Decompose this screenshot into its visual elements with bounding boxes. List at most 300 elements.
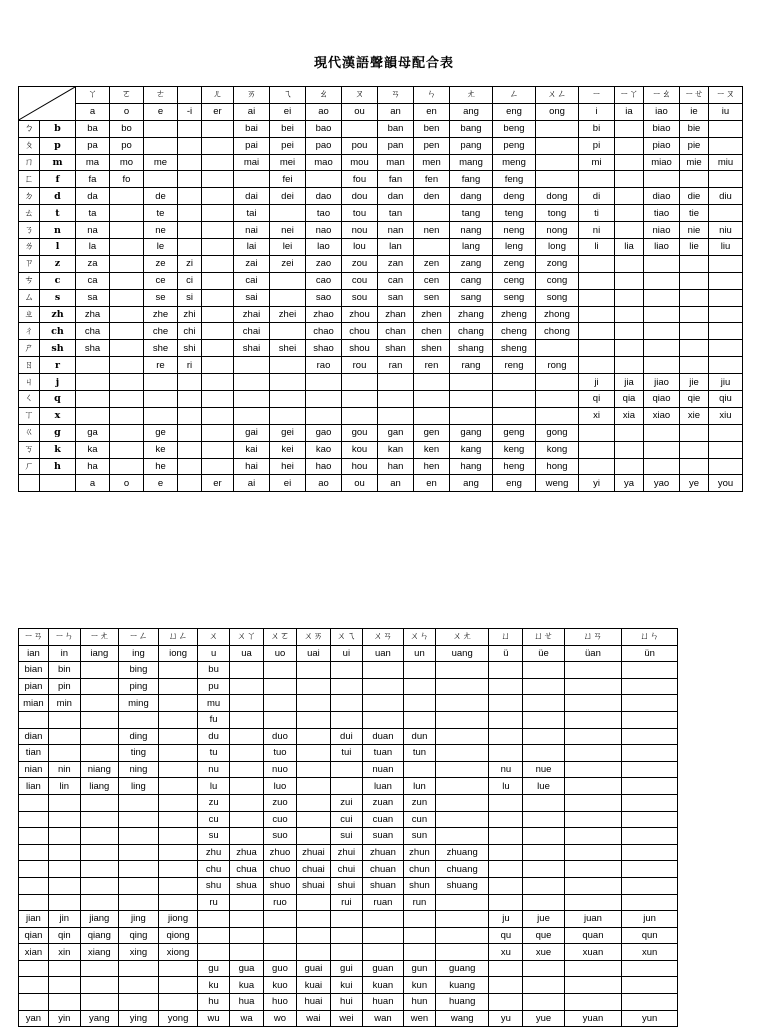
syllable-cell: tuo: [264, 745, 297, 762]
syllable-cell: [564, 662, 622, 679]
syllable-cell: fan: [378, 171, 414, 188]
pinyin-final-header: ing: [118, 645, 158, 662]
syllable-cell: ya: [615, 475, 644, 492]
zhuyin-final-header: ㄨㄞ: [296, 629, 330, 646]
syllable-cell: [523, 844, 564, 861]
zhuyin-final-header: ㄧㄠ: [644, 87, 680, 104]
pinyin-final-header: uang: [435, 645, 489, 662]
syllable-cell: er: [202, 475, 234, 492]
syllable-cell: tong: [536, 205, 579, 222]
syllable-cell: [306, 171, 342, 188]
syllable-cell: [296, 711, 330, 728]
syllable-cell: [579, 272, 615, 289]
pinyin-final-header: eng: [493, 103, 536, 120]
syllable-cell: zei: [270, 255, 306, 272]
pinyin-final-header: an: [378, 103, 414, 120]
pinyin-final-header: iao: [644, 103, 680, 120]
syllable-cell: [159, 894, 198, 911]
syllable-cell: [564, 960, 622, 977]
syllable-cell: wa: [230, 1010, 264, 1027]
syllable-cell: liang: [80, 778, 118, 795]
syllable-cell: [622, 844, 678, 861]
syllable-cell: xiong: [159, 944, 198, 961]
syllable-cell: zeng: [493, 255, 536, 272]
syllable-cell: xian: [19, 944, 49, 961]
syllable-cell: [19, 960, 49, 977]
syllable-cell: zhun: [404, 844, 436, 861]
syllable-cell: [159, 828, 198, 845]
zhuyin-final-header: ㄦ: [202, 87, 234, 104]
syllable-cell: [523, 678, 564, 695]
syllable-cell: [536, 171, 579, 188]
syllable-cell: jing: [118, 911, 158, 928]
syllable-cell: [564, 844, 622, 861]
syllable-cell: [564, 828, 622, 845]
table-row: [19, 745, 678, 762]
table-row: [19, 994, 678, 1011]
syllable-cell: gui: [330, 960, 362, 977]
syllable-cell: [615, 306, 644, 323]
syllable-cell: cui: [330, 811, 362, 828]
syllable-cell: [680, 289, 709, 306]
table-row: [19, 927, 678, 944]
pinyin-initial-cell: f: [40, 171, 76, 188]
table-row: [19, 711, 678, 728]
syllable-cell: ku: [198, 977, 230, 994]
table-row: [19, 977, 678, 994]
syllable-cell: [110, 306, 144, 323]
syllable-cell: [404, 695, 436, 712]
table-row: [19, 171, 743, 188]
zhuyin-initial-cell: ㄅ: [19, 120, 40, 137]
syllable-cell: pou: [342, 137, 378, 154]
syllable-cell: [110, 323, 144, 340]
syllable-cell: lin: [48, 778, 80, 795]
syllable-cell: yuan: [564, 1010, 622, 1027]
syllable-cell: cong: [536, 272, 579, 289]
syllable-cell: [264, 711, 297, 728]
syllable-cell: [178, 137, 202, 154]
syllable-cell: [622, 678, 678, 695]
table-row: [19, 944, 678, 961]
syllable-cell: [362, 911, 403, 928]
syllable-cell: pa: [76, 137, 110, 154]
syllable-cell: [178, 374, 202, 391]
syllable-cell: sou: [342, 289, 378, 306]
syllable-cell: [159, 977, 198, 994]
syllable-cell: [202, 340, 234, 357]
syllable-cell: dei: [270, 188, 306, 205]
syllable-cell: miao: [644, 154, 680, 171]
syllable-cell: [615, 272, 644, 289]
syllable-cell: [579, 441, 615, 458]
syllable-cell: shao: [306, 340, 342, 357]
syllable-cell: [622, 977, 678, 994]
zhuyin-final-header: ㄥ: [493, 87, 536, 104]
syllable-cell: cu: [198, 811, 230, 828]
syllable-cell: zhao: [306, 306, 342, 323]
syllable-cell: [404, 662, 436, 679]
syllable-cell: chi: [178, 323, 202, 340]
syllable-cell: [615, 222, 644, 239]
zhuyin-initial-cell: ㄘ: [19, 272, 40, 289]
syllable-cell: shu: [198, 877, 230, 894]
syllable-cell: [178, 441, 202, 458]
syllable-cell: bu: [198, 662, 230, 679]
syllable-cell: [230, 911, 264, 928]
syllable-cell: [709, 289, 743, 306]
syllable-cell: su: [198, 828, 230, 845]
syllable-cell: [178, 424, 202, 441]
syllable-cell: zhei: [270, 306, 306, 323]
syllable-cell: min: [48, 695, 80, 712]
syllable-cell: a: [76, 475, 110, 492]
syllable-cell: zhui: [330, 844, 362, 861]
syllable-cell: [579, 289, 615, 306]
pinyin-final-header: ia: [615, 103, 644, 120]
pinyin-final-header: ie: [680, 103, 709, 120]
syllable-cell: geng: [493, 424, 536, 441]
syllable-cell: [622, 794, 678, 811]
syllable-cell: nei: [270, 222, 306, 239]
syllable-cell: nuo: [264, 761, 297, 778]
syllable-cell: [202, 205, 234, 222]
syllable-cell: pie: [680, 137, 709, 154]
syllable-cell: [48, 977, 80, 994]
syllable-cell: huan: [362, 994, 403, 1011]
syllable-cell: [644, 340, 680, 357]
syllable-cell: che: [144, 323, 178, 340]
syllable-cell: [489, 977, 523, 994]
syllable-cell: [48, 728, 80, 745]
zhuyin-final-header: ㄩㄣ: [622, 629, 678, 646]
syllable-cell: [330, 911, 362, 928]
syllable-cell: [564, 695, 622, 712]
initials-finals-table-part1: [18, 86, 743, 492]
syllable-cell: [435, 662, 489, 679]
syllable-cell: bi: [579, 120, 615, 137]
syllable-cell: eng: [493, 475, 536, 492]
pinyin-final-header: e: [144, 103, 178, 120]
syllable-cell: hou: [342, 458, 378, 475]
zhuyin-final-header: ㄤ: [450, 87, 493, 104]
zhuyin-initial-cell: ㄑ: [19, 391, 40, 408]
syllable-cell: he: [144, 458, 178, 475]
syllable-cell: gan: [378, 424, 414, 441]
table-row: [19, 458, 743, 475]
syllable-cell: nian: [19, 761, 49, 778]
syllable-cell: [296, 911, 330, 928]
syllable-cell: chua: [230, 861, 264, 878]
syllable-cell: [80, 745, 118, 762]
syllable-cell: kuang: [435, 977, 489, 994]
syllable-cell: ning: [118, 761, 158, 778]
pinyin-final-header: u: [198, 645, 230, 662]
syllable-cell: ben: [414, 120, 450, 137]
syllable-cell: ta: [76, 205, 110, 222]
syllable-cell: zhong: [536, 306, 579, 323]
syllable-cell: [48, 844, 80, 861]
syllable-cell: [404, 678, 436, 695]
syllable-cell: [306, 407, 342, 424]
syllable-cell: [296, 894, 330, 911]
syllable-cell: [709, 458, 743, 475]
syllable-cell: hen: [414, 458, 450, 475]
syllable-cell: [435, 711, 489, 728]
syllable-cell: xun: [622, 944, 678, 961]
pinyin-final-header: iu: [709, 103, 743, 120]
syllable-cell: [489, 877, 523, 894]
syllable-cell: kan: [378, 441, 414, 458]
syllable-cell: [270, 289, 306, 306]
syllable-cell: [80, 695, 118, 712]
syllable-cell: [159, 662, 198, 679]
syllable-cell: [435, 678, 489, 695]
syllable-cell: lian: [19, 778, 49, 795]
syllable-cell: [404, 911, 436, 928]
syllable-cell: [159, 711, 198, 728]
zhuyin-final-header: ㄛ: [110, 87, 144, 104]
syllable-cell: [80, 994, 118, 1011]
syllable-cell: den: [414, 188, 450, 205]
pinyin-final-header: ai: [234, 103, 270, 120]
syllable-cell: [644, 458, 680, 475]
syllable-cell: [378, 407, 414, 424]
syllable-cell: [536, 407, 579, 424]
syllable-cell: die: [680, 188, 709, 205]
zhuyin-final-header: ㄧㄚ: [615, 87, 644, 104]
syllable-cell: [644, 289, 680, 306]
syllable-cell: quan: [564, 927, 622, 944]
syllable-cell: me: [144, 154, 178, 171]
syllable-cell: [202, 120, 234, 137]
syllable-cell: [234, 407, 270, 424]
syllable-cell: mi: [579, 154, 615, 171]
syllable-cell: ming: [118, 695, 158, 712]
syllable-cell: [435, 778, 489, 795]
syllable-cell: [118, 828, 158, 845]
zhuyin-final-header: ㄩ: [489, 629, 523, 646]
zhuyin-final-header: ㄧㄡ: [709, 87, 743, 104]
syllable-cell: [622, 894, 678, 911]
syllable-cell: [523, 745, 564, 762]
syllable-cell: [680, 306, 709, 323]
syllable-cell: sheng: [493, 340, 536, 357]
syllable-cell: [404, 927, 436, 944]
syllable-cell: tui: [330, 745, 362, 762]
syllable-cell: [536, 120, 579, 137]
syllable-cell: [523, 794, 564, 811]
syllable-cell: zhou: [342, 306, 378, 323]
syllable-cell: [680, 357, 709, 374]
syllable-cell: chuo: [264, 861, 297, 878]
pinyin-final-header: ei: [270, 103, 306, 120]
syllable-cell: jiong: [159, 911, 198, 928]
syllable-cell: [709, 171, 743, 188]
zhuyin-final-header: ㄩㄝ: [523, 629, 564, 646]
syllable-cell: [536, 340, 579, 357]
syllable-cell: [622, 861, 678, 878]
syllable-cell: pian: [19, 678, 49, 695]
syllable-cell: que: [523, 927, 564, 944]
syllable-cell: [709, 255, 743, 272]
syllable-cell: piao: [644, 137, 680, 154]
syllable-cell: lu: [198, 778, 230, 795]
syllable-cell: [48, 994, 80, 1011]
syllable-cell: shui: [330, 877, 362, 894]
syllable-cell: [48, 877, 80, 894]
syllable-cell: [234, 391, 270, 408]
syllable-cell: [80, 828, 118, 845]
zhuyin-final-header: ㄚ: [76, 87, 110, 104]
pinyin-final-header: i: [579, 103, 615, 120]
syllable-cell: [296, 778, 330, 795]
syllable-cell: [202, 441, 234, 458]
syllable-cell: rang: [450, 357, 493, 374]
pinyin-final-header: ua: [230, 645, 264, 662]
syllable-cell: kuan: [362, 977, 403, 994]
syllable-cell: qia: [615, 391, 644, 408]
syllable-cell: [296, 811, 330, 828]
zhuyin-final-header: ㄨ: [198, 629, 230, 646]
syllable-cell: na: [76, 222, 110, 239]
syllable-cell: [680, 458, 709, 475]
syllable-cell: feng: [493, 171, 536, 188]
pinyin-final-header: uan: [362, 645, 403, 662]
syllable-cell: [80, 711, 118, 728]
pinyin-final-header: o: [110, 103, 144, 120]
syllable-cell: [622, 811, 678, 828]
syllable-cell: mei: [270, 154, 306, 171]
syllable-cell: wan: [362, 1010, 403, 1027]
syllable-cell: duan: [362, 728, 403, 745]
syllable-cell: [19, 794, 49, 811]
syllable-cell: [118, 977, 158, 994]
syllable-cell: qu: [489, 927, 523, 944]
zhuyin-initial-cell: ㄏ: [19, 458, 40, 475]
syllable-cell: dao: [306, 188, 342, 205]
syllable-cell: [110, 255, 144, 272]
syllable-cell: o: [110, 475, 144, 492]
syllable-cell: [615, 441, 644, 458]
syllable-cell: bao: [306, 120, 342, 137]
pinyin-final-header: ong: [536, 103, 579, 120]
syllable-cell: [110, 424, 144, 441]
syllable-cell: zui: [330, 794, 362, 811]
syllable-cell: pai: [234, 137, 270, 154]
syllable-cell: nie: [680, 222, 709, 239]
syllable-cell: [489, 894, 523, 911]
syllable-cell: zhuo: [264, 844, 297, 861]
syllable-cell: [110, 374, 144, 391]
pinyin-final-header: üe: [523, 645, 564, 662]
syllable-cell: zai: [234, 255, 270, 272]
syllable-cell: [159, 811, 198, 828]
syllable-cell: ce: [144, 272, 178, 289]
syllable-cell: kuai: [296, 977, 330, 994]
syllable-cell: yin: [48, 1010, 80, 1027]
syllable-cell: ang: [450, 475, 493, 492]
syllable-cell: cao: [306, 272, 342, 289]
syllable-cell: weng: [536, 475, 579, 492]
syllable-cell: [680, 171, 709, 188]
syllable-cell: [202, 222, 234, 239]
syllable-cell: [414, 239, 450, 256]
syllable-cell: [615, 255, 644, 272]
syllable-cell: bai: [234, 120, 270, 137]
syllable-cell: [709, 323, 743, 340]
syllable-cell: sun: [404, 828, 436, 845]
syllable-cell: za: [76, 255, 110, 272]
syllable-cell: guai: [296, 960, 330, 977]
syllable-cell: [230, 794, 264, 811]
syllable-cell: [579, 340, 615, 357]
syllable-cell: [622, 994, 678, 1011]
syllable-cell: [414, 374, 450, 391]
syllable-cell: hun: [404, 994, 436, 1011]
syllable-cell: liao: [644, 239, 680, 256]
syllable-cell: [622, 745, 678, 762]
syllable-cell: nuan: [362, 761, 403, 778]
syllable-cell: [615, 357, 644, 374]
syllable-cell: zou: [342, 255, 378, 272]
syllable-cell: [19, 894, 49, 911]
syllable-cell: e: [144, 475, 178, 492]
table-row: [19, 188, 743, 205]
zhuyin-final-header: ㄨㄤ: [435, 629, 489, 646]
syllable-cell: la: [76, 239, 110, 256]
syllable-cell: shuo: [264, 877, 297, 894]
syllable-cell: zhai: [234, 306, 270, 323]
syllable-cell: [159, 761, 198, 778]
syllable-cell: [118, 960, 158, 977]
zhuyin-final-header: ㄧㄣ: [48, 629, 80, 646]
syllable-cell: huai: [296, 994, 330, 1011]
syllable-cell: yao: [644, 475, 680, 492]
syllable-cell: [564, 811, 622, 828]
syllable-cell: qian: [19, 927, 49, 944]
syllable-cell: ju: [489, 911, 523, 928]
zhuyin-final-header: ㄩㄥ: [159, 629, 198, 646]
syllable-cell: de: [144, 188, 178, 205]
syllable-cell: cai: [234, 272, 270, 289]
syllable-cell: gang: [450, 424, 493, 441]
syllable-cell: [330, 662, 362, 679]
syllable-cell: [435, 894, 489, 911]
syllable-cell: zu: [198, 794, 230, 811]
syllable-cell: tuan: [362, 745, 403, 762]
syllable-cell: reng: [493, 357, 536, 374]
zhuyin-final-header: ㄢ: [378, 87, 414, 104]
syllable-cell: [644, 424, 680, 441]
syllable-cell: ruan: [362, 894, 403, 911]
syllable-cell: [615, 171, 644, 188]
syllable-cell: zhan: [378, 306, 414, 323]
syllable-cell: meng: [493, 154, 536, 171]
syllable-cell: [230, 761, 264, 778]
syllable-cell: [435, 927, 489, 944]
syllable-cell: [564, 678, 622, 695]
syllable-cell: rui: [330, 894, 362, 911]
syllable-cell: [622, 728, 678, 745]
table-row: [19, 861, 678, 878]
syllable-cell: tun: [404, 745, 436, 762]
table-row: [19, 695, 678, 712]
syllable-cell: [230, 728, 264, 745]
syllable-cell: pu: [198, 678, 230, 695]
syllable-cell: [435, 794, 489, 811]
syllable-cell: bian: [19, 662, 49, 679]
